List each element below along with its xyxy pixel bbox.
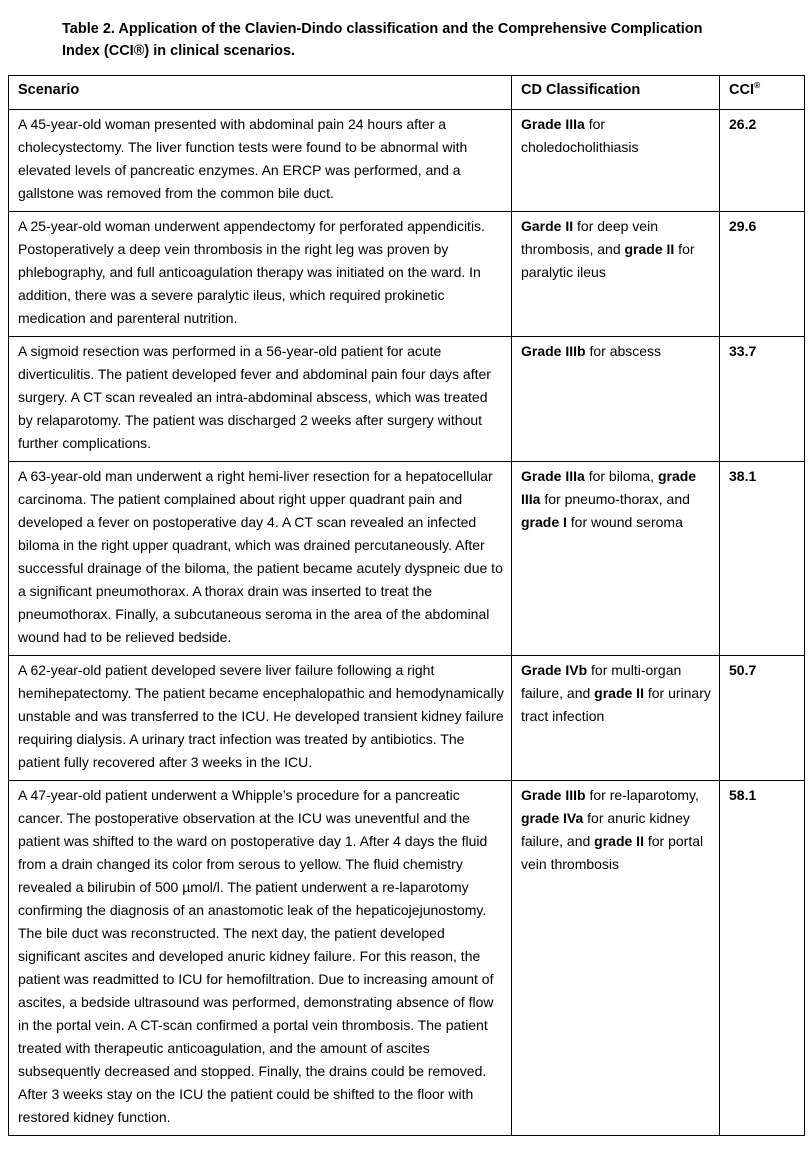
cd-grade: Grade IIIa [521,468,585,484]
cd-text: for abscess [585,343,662,359]
table-row [9,656,805,781]
cd-text: for portal vein thrombosis [521,833,704,872]
cd-classification-cell [512,212,720,337]
table-row [9,212,805,337]
cd-grade: grade IIIa [521,468,697,507]
table-row [9,110,805,212]
cd-text: for anuric kidney failure, and [521,810,690,849]
cd-text: for multi-organ failure, and [521,662,682,701]
scenario-cell: A 25-year-old woman underwent appendectomy for perforated appendicitis. Postoperatively a deep vein thrombosis in the right leg was proven by phlebography, and full anticoagulation therapy was initiated on the ward. In addition, there was a severe paralytic ileus, which required prokinetic medication and parenteral nutrition. [9,212,512,337]
cd-text: for deep vein thrombosis, and [521,218,658,257]
clinical-scenarios-table [8,75,805,1136]
registered-trademark-symbol: ® [753,80,761,91]
table-row [9,462,805,656]
scenario-cell: A 45-year-old woman presented with abdominal pain 24 hours after a cholecystectomy. The liver function tests were found to be abnormal with elevated levels of pancreatic enzymes. An ERCP was performed, and a gallstone was removed from the common bile duct. [9,110,512,212]
cd-grade: grade II [594,833,644,849]
scenario-cell: A 62-year-old patient developed severe liver failure following a right hemihepatectomy. The patient became encephalopathic and hemodynamically unstable and was transferred to the ICU. He developed transient kidney failure requiring dialysis. A urinary tract infection was treated by antibiotics. The patient fully recovered after 3 weeks in the ICU. [9,656,512,781]
cci-cell: 26.2 [720,110,805,212]
cd-text: for paralytic ileus [521,241,695,280]
cd-text: for wound seroma [566,514,683,530]
scenario-cell: A 47-year-old patient underwent a Whipple’s procedure for a pancreatic cancer. The postoperative observation at the ICU was uneventful and the patient was shifted to the ward on postoperative day 1. After 4 days the fluid from a drain changed its color from serous to yellow. The fluid chemistry revealed a bilirubin of 500 µmol/l. The patient underwent a re-laparotomy confirming the diagnosis of an anastomotic leak of the hepaticojejunostomy. The bile duct was reconstructed. The next day, the patient developed significant ascites and developed anuric kidney failure. For this reason, the patient was readmitted to ICU for hemofiltration. Due to increasing amount of ascites, a bedside ultrasound was performed, demonstrating absence of flow in the portal vein. A CT-scan confirmed a portal vein thrombosis. The patient treated with therapeutic anticoagulation, and the amount of ascites subsequently decreased and stopped. Finally, the drains could be removed. After 3 weeks stay on the ICU the patient could be shifted to the floor with restored kidney function. [9,781,512,1136]
cd-classification-cell [512,462,720,656]
cd-grade: Grade IVb [521,662,588,678]
table-row [9,337,805,462]
cd-classification-cell [512,781,720,1136]
cd-classification-cell [512,656,720,781]
cci-cell: 33.7 [720,337,805,462]
cd-classification-cell [512,110,720,212]
cd-text: for pneumo-thorax, and [540,491,690,507]
cd-text: for choledocholithiasis [521,116,639,155]
header-row [9,76,805,110]
cd-grade: Grade IIIa [521,116,585,132]
table-caption: Table 2. Application of the Clavien-Dindo classification and the Comprehensive Complication Index (CCI®) in clinical scenarios. [62,21,703,59]
table-row [9,781,805,1136]
scenario-cell: A sigmoid resection was performed in a 56-year-old patient for acute diverticulitis. The patient developed fever and abdominal pain four days after surgery. A CT scan revealed an intra-abdominal abscess, which was treated by relaparotomy. The patient was discharged 2 weeks after surgery without further complications. [9,337,512,462]
cci-cell: 38.1 [720,462,805,656]
cd-grade: grade II [594,685,644,701]
cd-text: for urinary tract infection [521,685,711,724]
table-body [9,110,805,1136]
header-cci-label: CCI [729,82,754,98]
header-scenario: Scenario [9,76,512,110]
cd-classification-cell [512,337,720,462]
scenario-cell: A 63-year-old man underwent a right hemi-liver resection for a hepatocellular carcinoma. The patient complained about right upper quadrant pain and developed a fever on postoperative day 4. A CT scan revealed an infected biloma in the right upper quadrant, which was drained percutaneously. After successful drainage of the biloma, the patient became acutely dyspneic due to a significant pneumothorax. A thorax drain was inserted to treat the pneumothorax. Finally, a subcutaneous seroma in the area of the abdominal wound had to be relieved bedside. [9,462,512,656]
cd-grade: Grade IIIb [521,787,586,803]
header-cci [720,76,805,110]
cd-grade: grade II [624,241,675,257]
cd-grade: Garde II [521,218,574,234]
cci-cell: 50.7 [720,656,805,781]
cd-text: for re-laparotomy, [585,787,699,803]
cci-cell: 58.1 [720,781,805,1136]
header-cd-classification: CD Classification [512,76,720,110]
cd-grade: grade I [521,514,567,530]
cd-grade: Grade IIIb [521,343,586,359]
cd-text: for biloma, [584,468,658,484]
cd-grade: grade IVa [521,810,584,826]
cci-cell: 29.6 [720,212,805,337]
